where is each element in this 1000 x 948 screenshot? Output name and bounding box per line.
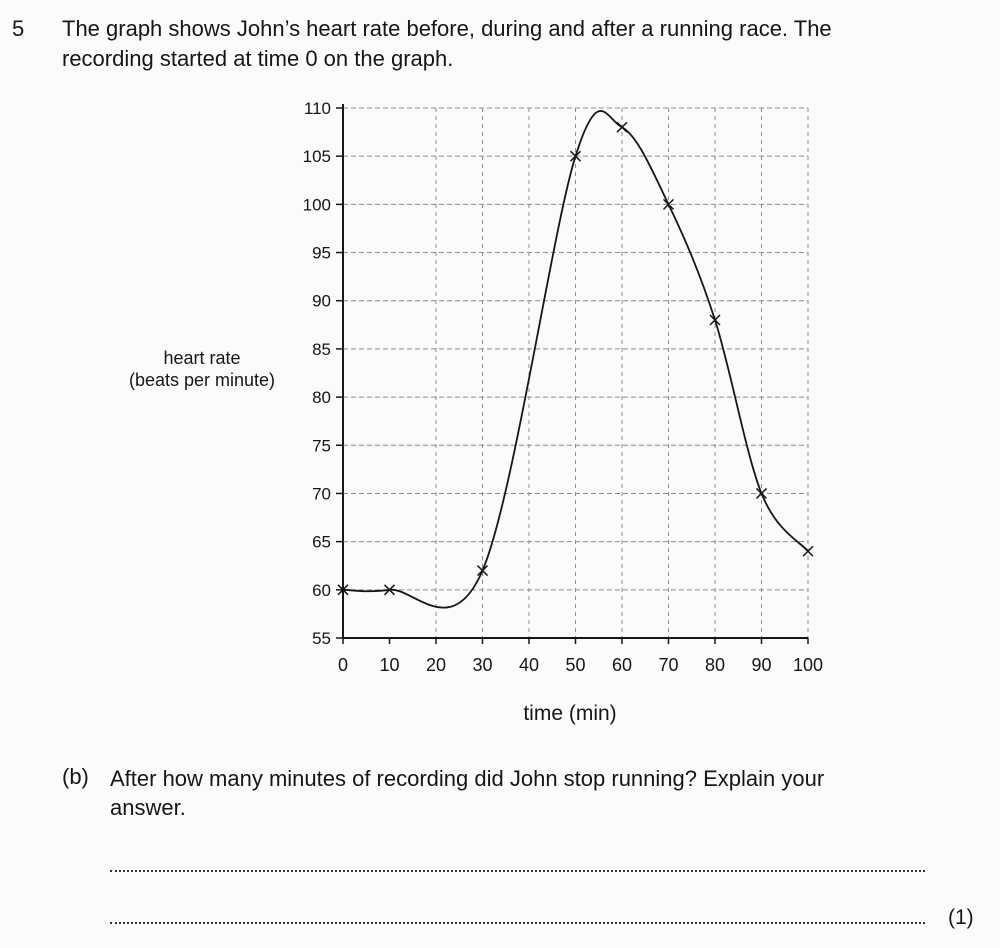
y-tick-label-100: 100 (302, 195, 331, 215)
x-tick-label-100: 100 (792, 655, 824, 675)
y-tick-label-95: 95 (312, 243, 331, 263)
part-b-label: (b) (62, 764, 89, 789)
question-number: 5 (12, 16, 25, 41)
y-tick-label-105: 105 (302, 147, 331, 167)
x-tick-label-10: 10 (379, 655, 400, 675)
part-b-line-2: answer. (110, 795, 186, 820)
y-tick-label-85: 85 (312, 339, 331, 359)
x-tick-label-30: 30 (472, 655, 493, 675)
answer-line-2[interactable] (110, 922, 925, 924)
y-axis-label-line-1: heart rate (163, 348, 241, 368)
x-tick-label-40: 40 (518, 655, 540, 675)
x-tick-label-80: 80 (704, 655, 726, 675)
part-b-question (110, 764, 940, 822)
data-point-90 (757, 488, 767, 498)
x-tick-label-20: 20 (425, 655, 447, 675)
data-point-60 (617, 122, 627, 132)
y-tick-label-90: 90 (312, 291, 331, 311)
x-tick-label-60: 60 (611, 655, 633, 675)
y-tick-label-80: 80 (312, 388, 331, 408)
x-tick-label-70: 70 (658, 655, 679, 675)
y-tick-label-60: 60 (312, 580, 331, 600)
y-tick-label-55: 55 (312, 629, 331, 648)
x-axis-label: time (min) (523, 702, 617, 725)
answer-line-1[interactable] (110, 870, 925, 872)
part-b-line-1: After how many minutes of recording did John stop running? Explain your (110, 766, 825, 791)
marks-label: (1) (948, 906, 974, 929)
x-tick-label-50: 50 (565, 655, 586, 675)
x-tick-label-0: 0 (337, 655, 349, 675)
data-point-100 (803, 546, 813, 556)
question-line-2: recording started at time 0 on the graph. (62, 46, 454, 71)
y-tick-label-75: 75 (312, 436, 331, 456)
y-axis-label-line-2: (beats per minute) (128, 370, 276, 390)
y-tick-label-110: 110 (303, 99, 331, 118)
y-tick-label-65: 65 (312, 532, 331, 552)
question-line-1: The graph shows John’s heart rate before, during and after a running race. The (62, 16, 832, 41)
x-tick-label-90: 90 (751, 655, 772, 675)
y-tick-label-70: 70 (312, 484, 331, 504)
